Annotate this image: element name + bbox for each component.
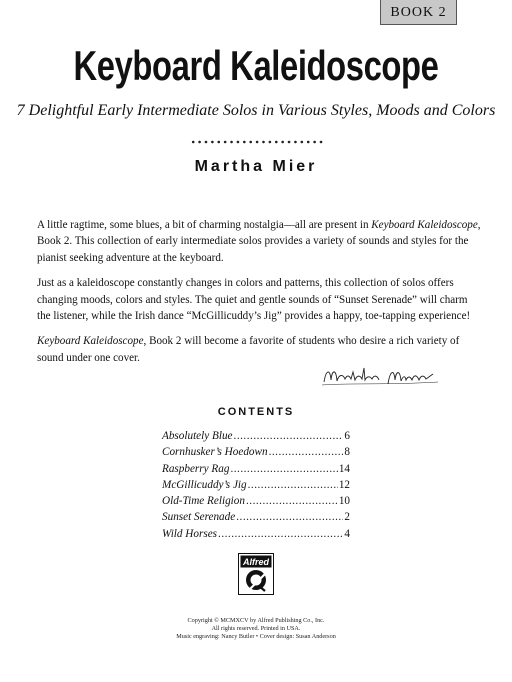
copyright-footer — [0, 617, 512, 641]
intro-paragraph-1: A little ragtime, some blues, a bit of charming nostalgia—all are present in Keyboard Kaleidoscope, Book 2. This collection of early intermediate solos provides a variety of sounds and styles for the pianist seeking adventure at the keyboard. — [37, 219, 481, 264]
book-subtitle: 7 Delightful Early Intermediate Solos in Various Styles, Moods and Colors — [16, 102, 496, 119]
author-signature — [318, 362, 448, 392]
intro-paragraph-3: Keyboard Kaleidoscope, Book 2 will become a favorite of students who desire a rich variety of sound under one cover. — [37, 335, 460, 364]
introduction-text — [37, 217, 483, 375]
toc-entry: Cornhusker’s Hoedown ..... 8 — [162, 444, 350, 460]
credits-line: Music engraving: Nancy Butler • Cover design: Susan Anderson — [176, 633, 336, 640]
alfred-logo-icon — [238, 553, 274, 595]
dotted-divider — [190, 140, 324, 144]
book-title: Keyboard Kaleidoscope — [73, 42, 439, 89]
author-name: Martha Mier — [194, 158, 318, 175]
toc-entry: Absolutely Blue ..... 6 — [162, 428, 350, 444]
rights-line: All rights reserved. Printed in USA. — [211, 625, 301, 632]
contents-heading: CONTENTS — [217, 406, 295, 418]
toc-entry: Wild Horses ..... 4 — [162, 526, 350, 542]
toc-entry: Sunset Serenade ..... 2 — [162, 509, 350, 525]
intro-paragraph-2: Just as a kaleidoscope constantly changes in colors and patterns, this collection of solos offers changing moods, colors and styles. The quiet and gentle sounds of “Sunset Serenade” will charm the listener, while the Irish dance “McGillicuddy’s Jig” provides a happy, toe-tapping experience! — [37, 277, 471, 323]
toc-entry: McGillicuddy’s Jig ..... 12 — [162, 477, 350, 493]
copyright-line: Copyright © MCMXCV by Alfred Publishing Co., Inc. — [187, 617, 325, 624]
table-of-contents — [162, 428, 350, 542]
toc-entry: Old-Time Religion ..... 10 — [162, 493, 350, 509]
svg-text:Alfred: Alfred — [242, 557, 270, 567]
book-number-badge: BOOK 2 — [380, 0, 457, 25]
toc-entry: Raspberry Rag ..... 14 — [162, 461, 350, 477]
